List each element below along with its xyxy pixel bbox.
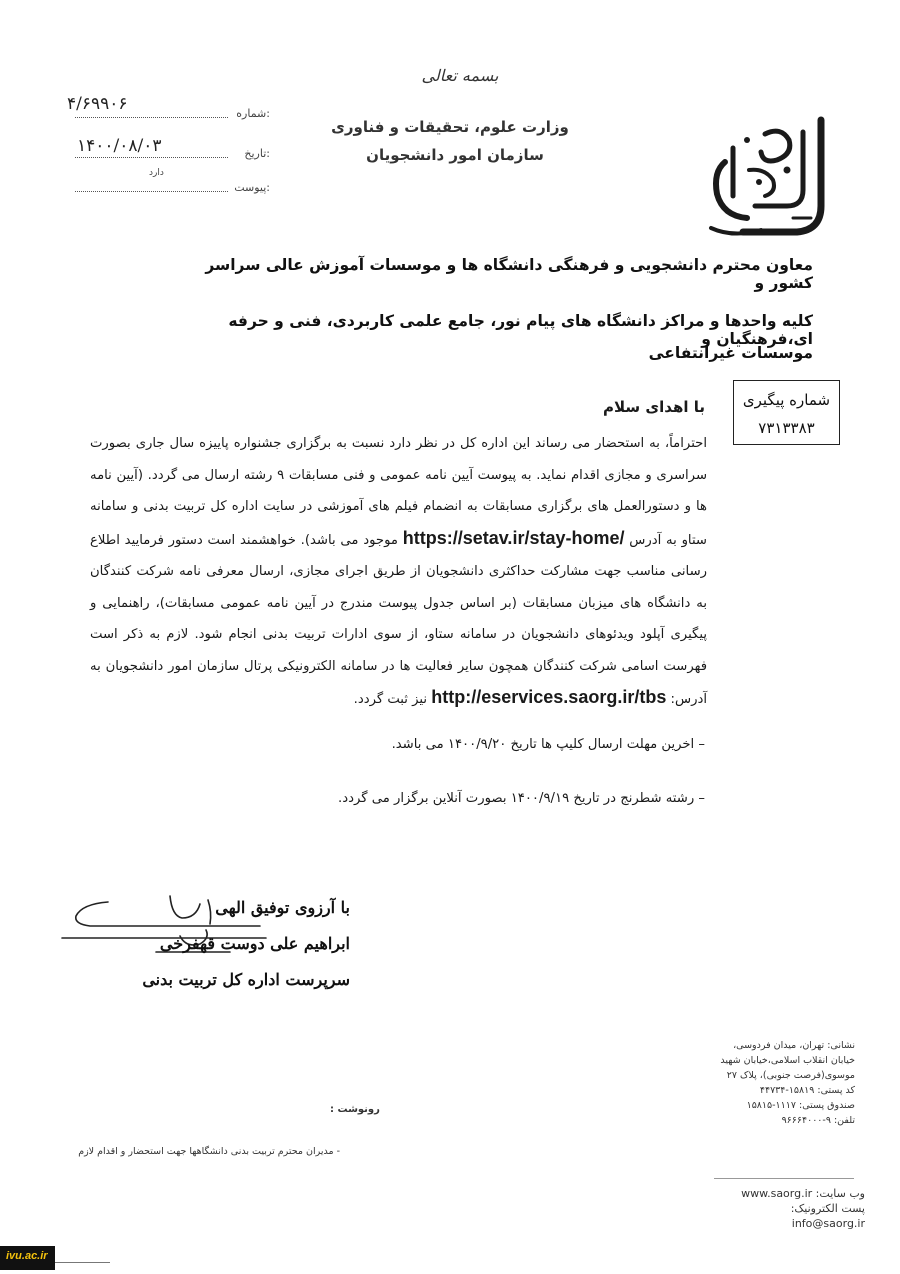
po-box: صندوق پستی: ۱۱۱۷-۱۵۸۱۵: [746, 1100, 855, 1111]
tracking-label: شماره پیگیری: [742, 391, 831, 409]
watermark-text: ivu.ac.ir: [6, 1250, 48, 1262]
ministry-name: وزارت علوم، تحقیقات و فناوری: [331, 118, 569, 136]
tracking-number-box: [733, 380, 840, 445]
tracking-number: ۷۳۱۳۳۸۳: [758, 419, 815, 437]
body-text: احتراماً، به استحضار می رساند این اداره کل در نظر دارد نسبت به برگزاری جشنواره پاییزه سال جاری بصورت سراسری و مجازی اقدام نماید. به پیوست آیین نامه عمومی و فنی مسابقات ۹ رشته ارسال می گردد. (آیین نامه ها و دستورالعمل های برگزاری مسابقات به انضمام فیلم های آموزشی در سایت اداره کل تربیت بدنی و سامانه ستاو به آدرس: [90, 436, 708, 548]
attachment-row: [75, 168, 270, 198]
letter-date-value: ۱۴۰۰/۰۸/۰۳: [77, 136, 162, 156]
address-line: خیابان انقلاب اسلامی،خیابان شهید: [720, 1055, 855, 1066]
website-link[interactable]: وب سایت: www.saorg.ir: [741, 1187, 865, 1200]
site-watermark-badge: [0, 1246, 55, 1270]
dotted-line: [75, 191, 228, 192]
dotted-line: [75, 117, 228, 118]
signatory-name: ابراهیم علی دوست قهفرخی: [159, 934, 350, 953]
attachment-value: دارد: [149, 168, 164, 178]
letter-body: [90, 428, 707, 716]
recipient-line: موسسات غیرانتفاعی: [648, 344, 813, 362]
address-divider: [714, 1178, 854, 1179]
address-line: نشانی: تهران، میدان فردوسی،: [733, 1040, 855, 1051]
letter-number-row: [67, 94, 270, 124]
organization-logo: [703, 110, 833, 245]
address-block: [705, 1038, 855, 1128]
recipient-line: کلیه واحدها و مراکز دانشگاه های پیام نور، جامع علمی کاربردی، فنی و حرفه ای،فرهنگیان و: [228, 312, 813, 348]
setav-link[interactable]: https://setav.ir/stay-home/: [402, 527, 625, 548]
cc-title: رونوشت :: [330, 1104, 380, 1115]
dotted-line: [75, 157, 228, 158]
phone: تلفن: ۹-۹۶۶۶۴۰۰۰: [781, 1115, 855, 1126]
recipient-line: معاون محترم دانشجویی و فرهنگی دانشگاه ها و موسسات آموزش عالی سراسر کشور و: [205, 256, 813, 292]
letter-date-row: [75, 134, 270, 164]
contact-block: [715, 1186, 865, 1231]
attachment-label: پیوست:: [234, 181, 270, 194]
signature-block: [120, 890, 350, 998]
address-line: موسوی(فرصت جنوبی)، پلاک ۲۷: [726, 1070, 855, 1081]
letter-number-label: شماره:: [236, 107, 270, 120]
deadline-note: – اخرین مهلت ارسال کلیپ ها تاریخ ۱۴۰۰/۹/۲۰ می باشد.: [391, 737, 705, 752]
body-text: موجود می باشد). خواهشمند است دستور فرمایید اطلاع رسانی مناسب جهت مشارکت حداکثری دانشجویان از طریق اجرای مجازی، ارسال معرفی نامه شرکت کنندگان به دانشگاه های میزبان مسابقات (بر اساس جدول پیوست مندرج در آیین نامه عمومی مسابقات)، راهنمایی و پیگیری آپلود ویدئوهای دانشجویان در سامانه ستاو، از سوی ادارات تربیت بدنی انجام شود. لازم به ذکر است فهرست اسامی شرکت کنندگان همچون سایر فعالیت ها در سامانه الکترونیکی پرتال سازمان امور دانشجویان به آدرس:: [90, 532, 707, 707]
basmala-heading: بسمه تعالی: [421, 66, 499, 85]
organization-name: سازمان امور دانشجویان: [366, 146, 544, 164]
watermark-divider: [55, 1262, 110, 1263]
body-text: نیز ثبت گردد.: [353, 692, 428, 707]
cc-recipient: - مدیران محترم تربیت بدنی دانشگاهها جهت استحضار و اقدام لازم: [78, 1146, 340, 1157]
signatory-title: سرپرست اداره کل تربیت بدنی: [142, 970, 350, 989]
greeting: با اهدای سلام: [603, 398, 705, 416]
eservices-link[interactable]: http://eservices.saorg.ir/tbs: [431, 687, 667, 707]
letter-date-label: تاریخ:: [244, 147, 270, 160]
closing-phrase: با آرزوی توفیق الهی: [215, 898, 350, 917]
letter-number-value: ۴/۶۹۹۰۶: [67, 94, 128, 114]
chess-note: – رشته شطرنج در تاریخ ۱۴۰۰/۹/۱۹ بصورت آنلاین برگزار می گردد.: [338, 791, 705, 806]
email-link[interactable]: پست الکترونیک: info@saorg.ir: [790, 1202, 865, 1230]
postal-code: کد پستی: ۱۵۸۱۹-۴۴۷۳۴: [759, 1085, 855, 1096]
